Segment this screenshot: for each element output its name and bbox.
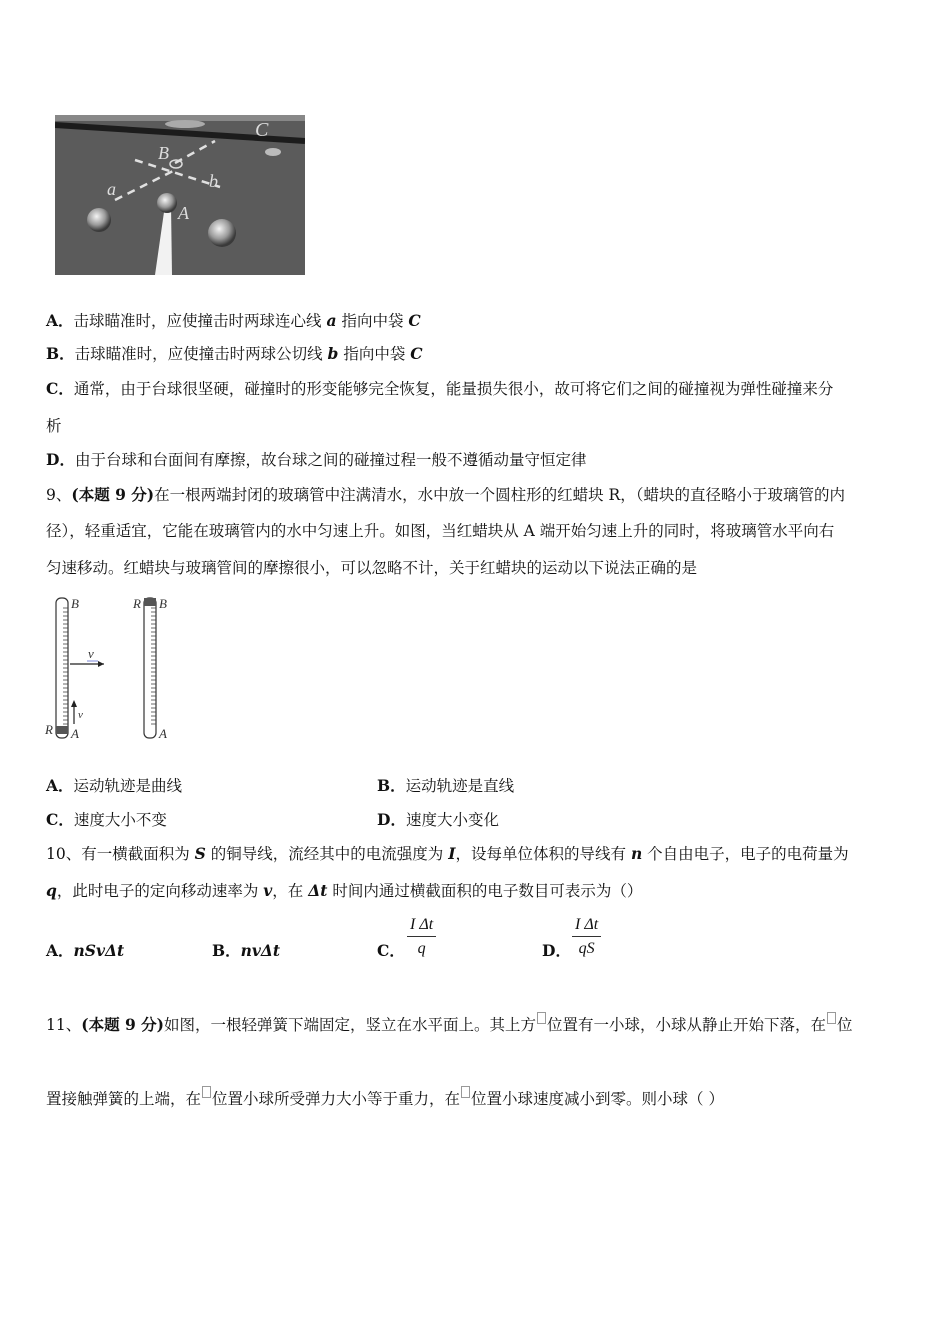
stem-text: 的铜导线，流经其中的电流强度为 xyxy=(205,845,449,863)
question-number: 9、 xyxy=(46,486,72,504)
question-number: 10、 xyxy=(46,845,82,863)
stem-text: 位置有一小球，小球从静止开始下落，在 xyxy=(547,1016,827,1034)
stem-text: 个自由电子，电子的电荷量为 xyxy=(642,845,849,863)
tube-figure xyxy=(40,590,180,745)
q10-stem-line1 xyxy=(46,843,849,865)
wax-block xyxy=(56,726,68,734)
q9-option-a xyxy=(46,775,182,797)
q8-option-c-cont xyxy=(46,415,62,437)
label-a-ball: A xyxy=(178,203,189,223)
option-key: B． xyxy=(377,776,406,795)
option-key: D． xyxy=(542,941,571,960)
option-text: 运动轨迹是直线 xyxy=(405,777,515,795)
fraction-denominator: qS xyxy=(578,940,595,957)
q8-option-b xyxy=(46,343,423,365)
missing-glyph-icon xyxy=(827,1012,836,1024)
stem-text: 置接触弹簧的上端，在 xyxy=(46,1090,202,1108)
option-key: D． xyxy=(46,450,75,469)
label-r1: R xyxy=(45,722,53,737)
tube-right xyxy=(144,598,156,738)
fraction-denominator: q xyxy=(417,940,426,957)
var-s: S xyxy=(194,844,206,863)
missing-glyph-icon xyxy=(202,1086,211,1098)
q10-option-c-key xyxy=(377,940,405,962)
stem-text: 如图，一根轻弹簧下端固定，竖立在水平面上。其上方 xyxy=(163,1016,536,1034)
option-text: 析 xyxy=(46,417,62,435)
var-b: b xyxy=(327,344,339,363)
option-text: 击球瞄准时，应使撞击时两球连心线 xyxy=(73,312,327,330)
label-b1: B xyxy=(71,596,79,611)
option-text-mid: 指向中袋 xyxy=(338,345,411,363)
option-text: 击球瞄准时，应使撞击时两球公切线 xyxy=(74,345,328,363)
var-n: n xyxy=(630,844,643,863)
stem-text: 位 xyxy=(837,1016,853,1034)
wax-block xyxy=(144,598,156,606)
label-r2: R xyxy=(133,596,141,611)
option-key: A． xyxy=(46,776,74,795)
missing-glyph-icon xyxy=(461,1086,470,1098)
q9-stem-line1 xyxy=(46,484,845,506)
q10-option-b xyxy=(212,940,280,962)
var-q: q xyxy=(46,881,57,900)
var-c: C xyxy=(408,311,421,330)
var-dt: Δt xyxy=(308,881,328,900)
stem-text: 有一横截面积为 xyxy=(81,845,195,863)
option-expr: nSvΔt xyxy=(73,941,125,960)
option-key: C． xyxy=(46,810,74,829)
question-number: 11、 xyxy=(46,1016,82,1034)
option-key: B． xyxy=(212,941,241,960)
fraction xyxy=(572,914,601,961)
label-a2: A xyxy=(159,726,167,741)
q9-option-d xyxy=(377,809,499,831)
q8-option-d xyxy=(46,449,586,471)
fraction xyxy=(407,914,436,961)
q8-option-c xyxy=(46,378,833,400)
ball-right xyxy=(208,219,236,247)
label-b-line: b xyxy=(209,171,218,191)
fraction-numerator: I Δt xyxy=(407,914,436,937)
option-text: 通常，由于台球很坚硬，碰撞时的形变能够完全恢复，能量损失很小，故可将它们之间的碰撞视为弹性碰撞来分 xyxy=(73,380,834,398)
q8-option-a xyxy=(46,310,421,332)
question-tag: (本题 9 分) xyxy=(71,485,155,504)
q10-option-c-fraction xyxy=(407,914,436,961)
option-key: D． xyxy=(377,810,406,829)
q9-option-c xyxy=(46,809,167,831)
ball-left xyxy=(87,208,111,232)
var-c: C xyxy=(410,344,423,363)
fraction-numerator: I Δt xyxy=(572,914,601,937)
option-key: A． xyxy=(46,311,74,330)
q11-stem-line2 xyxy=(46,1086,724,1110)
q10-stem-line2 xyxy=(46,880,642,902)
q10-option-a xyxy=(46,940,124,962)
question-tag: (本题 9 分) xyxy=(81,1015,164,1034)
q9-option-b xyxy=(377,775,514,797)
var-a: a xyxy=(326,311,337,330)
q9-stem-line3 xyxy=(46,557,697,579)
label-b-point: B xyxy=(158,143,169,163)
stem-text: 位置小球速度减小到零。则小球（ ） xyxy=(471,1090,724,1108)
stem-text: 位置小球所受弹力大小等于重力，在 xyxy=(212,1090,461,1108)
option-key: C． xyxy=(377,941,405,960)
q10-option-d-key xyxy=(542,940,571,962)
stem-text: ，此时电子的定向移动速率为 xyxy=(56,882,264,900)
stem-text: 在一根两端封闭的玻璃管中注满清水，水中放一个圆柱形的红蜡块 R，（蜡块的直径略小于玻璃管的内 xyxy=(154,486,845,504)
stem-text: 径），轻重适宜，它能在玻璃管内的水中匀速上升。如图，当红蜡块从 A 端开始匀速上升的同时，将玻璃管水平向右 xyxy=(46,522,835,540)
label-v-v: v xyxy=(78,709,83,721)
option-key: A． xyxy=(46,941,74,960)
tube-left xyxy=(56,598,68,738)
label-a-line: a xyxy=(107,179,116,199)
missing-glyph-icon xyxy=(537,1012,546,1024)
cue-ball-a xyxy=(157,193,177,213)
label-a1: A xyxy=(71,726,79,741)
label-c: C xyxy=(255,119,269,141)
stem-text: ，设每单位体积的导线有 xyxy=(455,845,631,863)
stem-text: ，在 xyxy=(272,882,309,900)
option-key: B． xyxy=(46,344,75,363)
q11-stem-line1 xyxy=(46,1012,853,1036)
option-text: 由于台球和台面间有摩擦，故台球之间的碰撞过程一般不遵循动量守恒定律 xyxy=(74,451,587,469)
stem-text: 匀速移动。红蜡块与玻璃管间的摩擦很小，可以忽略不计，关于红蜡块的运动以下说法正确的是 xyxy=(46,559,698,577)
label-b2: B xyxy=(159,596,167,611)
q9-stem-line2 xyxy=(46,520,834,542)
option-text-mid: 指向中袋 xyxy=(336,312,409,330)
option-key: C． xyxy=(46,379,74,398)
option-text: 速度大小不变 xyxy=(73,811,167,829)
q10-option-d-fraction xyxy=(572,914,601,961)
stem-text: 时间内通过横截面积的电子数目可表示为（） xyxy=(327,882,643,900)
option-expr: nvΔt xyxy=(240,941,281,960)
var-v: v xyxy=(263,881,273,900)
billiards-figure xyxy=(55,115,305,275)
option-text: 速度大小变化 xyxy=(405,811,499,829)
option-text: 运动轨迹是曲线 xyxy=(73,777,183,795)
label-v-h: v xyxy=(88,646,94,661)
var-i: I xyxy=(448,844,456,863)
